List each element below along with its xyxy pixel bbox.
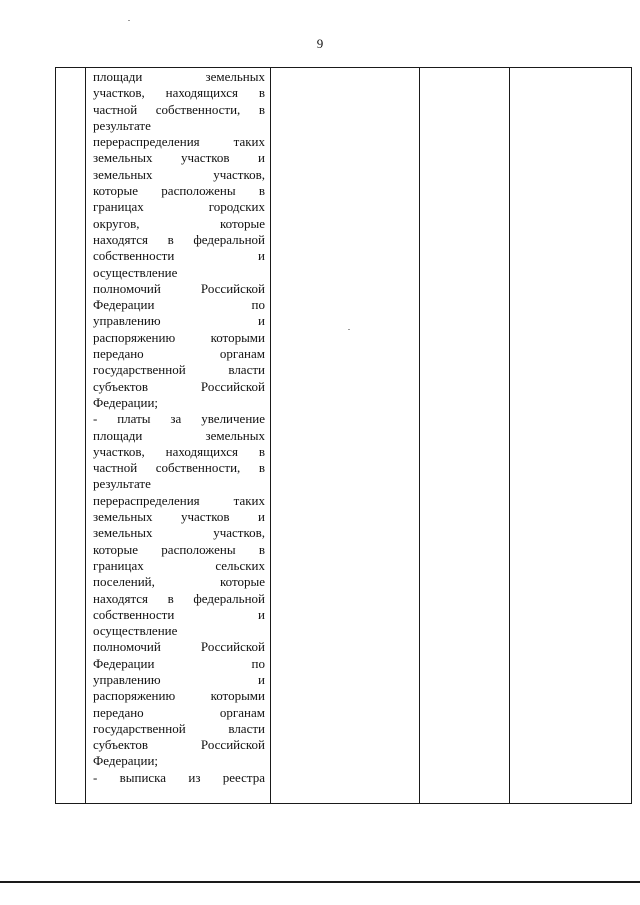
cell-text-line: Федерации; — [93, 394, 159, 410]
cell-text-line: распоряжению которыми — [93, 329, 265, 345]
cell-text-line: Федерации; — [93, 753, 159, 769]
cell-text-line: находятся в федеральной — [93, 590, 265, 606]
table-column-border — [55, 67, 56, 804]
cell-text-line: результате — [93, 476, 151, 492]
cell-text-line: полномочий Российской — [93, 639, 265, 655]
table-column-border — [85, 67, 86, 804]
cell-text-line: площади земельных — [93, 427, 265, 443]
cell-text-line: участков, находящихся в — [93, 85, 265, 101]
table-column-border — [419, 67, 420, 804]
cell-text-line: находятся в федеральной — [93, 231, 265, 247]
cell-text-line: передано органам — [93, 704, 265, 720]
cell-text-line: которые расположены в — [93, 183, 265, 199]
table-cell-description — [93, 69, 265, 805]
cell-text-line: субъектов Российской — [93, 378, 265, 394]
page-number: 9 — [316, 36, 324, 51]
cell-text-line: собственности и — [93, 606, 265, 622]
cell-text-line: которые расположены в — [93, 541, 265, 557]
scan-speck — [348, 329, 350, 330]
cell-text-line: полномочий Российской — [93, 280, 265, 296]
cell-text-line: государственной власти — [93, 362, 265, 378]
cell-text-line: распоряжению которыми — [93, 688, 265, 704]
cell-text-line: осуществление — [93, 264, 178, 280]
cell-text-line: перераспределения таких — [93, 134, 265, 150]
cell-text-line: частной собственности, в — [93, 101, 265, 117]
table-column-border — [631, 67, 632, 804]
table-column-border — [270, 67, 271, 804]
cell-text-line: земельных участков, — [93, 525, 265, 541]
cell-text-line: государственной власти — [93, 720, 265, 736]
cell-text-line: - выписка из реестра — [93, 769, 265, 785]
footer-rule — [0, 881, 640, 883]
cell-text-line: площади земельных — [93, 69, 265, 84]
cell-text-line: управлению и — [93, 671, 265, 687]
cell-text-line: частной собственности, в — [93, 460, 265, 476]
cell-text-line: земельных участков, — [93, 166, 265, 182]
cell-text-line: собственности и — [93, 248, 265, 264]
cell-text-line: результате — [93, 117, 151, 133]
cell-text-line: участков, находящихся в — [93, 443, 265, 459]
cell-text-line: границах городских — [93, 199, 265, 215]
cell-text-line: - платы за увеличение — [93, 411, 265, 427]
cell-text-line: земельных участков и — [93, 509, 265, 525]
cell-text-line: управлению и — [93, 313, 265, 329]
cell-text-line: Федерации по — [93, 297, 265, 313]
cell-text-line: осуществление — [93, 623, 178, 639]
cell-text-line: передано органам — [93, 346, 265, 362]
cell-text-line: земельных участков и — [93, 150, 265, 166]
cell-text-line: перераспределения таких — [93, 492, 265, 508]
cell-text-line: Федерации по — [93, 655, 265, 671]
cell-text-line: границах сельских — [93, 557, 265, 573]
cell-text-line: субъектов Российской — [93, 737, 265, 753]
table-top-border — [55, 67, 632, 68]
scan-speck — [128, 20, 130, 21]
table-column-border — [509, 67, 510, 804]
cell-text-line: поселений, которые — [93, 574, 265, 590]
cell-text-line: округов, которые — [93, 215, 265, 231]
